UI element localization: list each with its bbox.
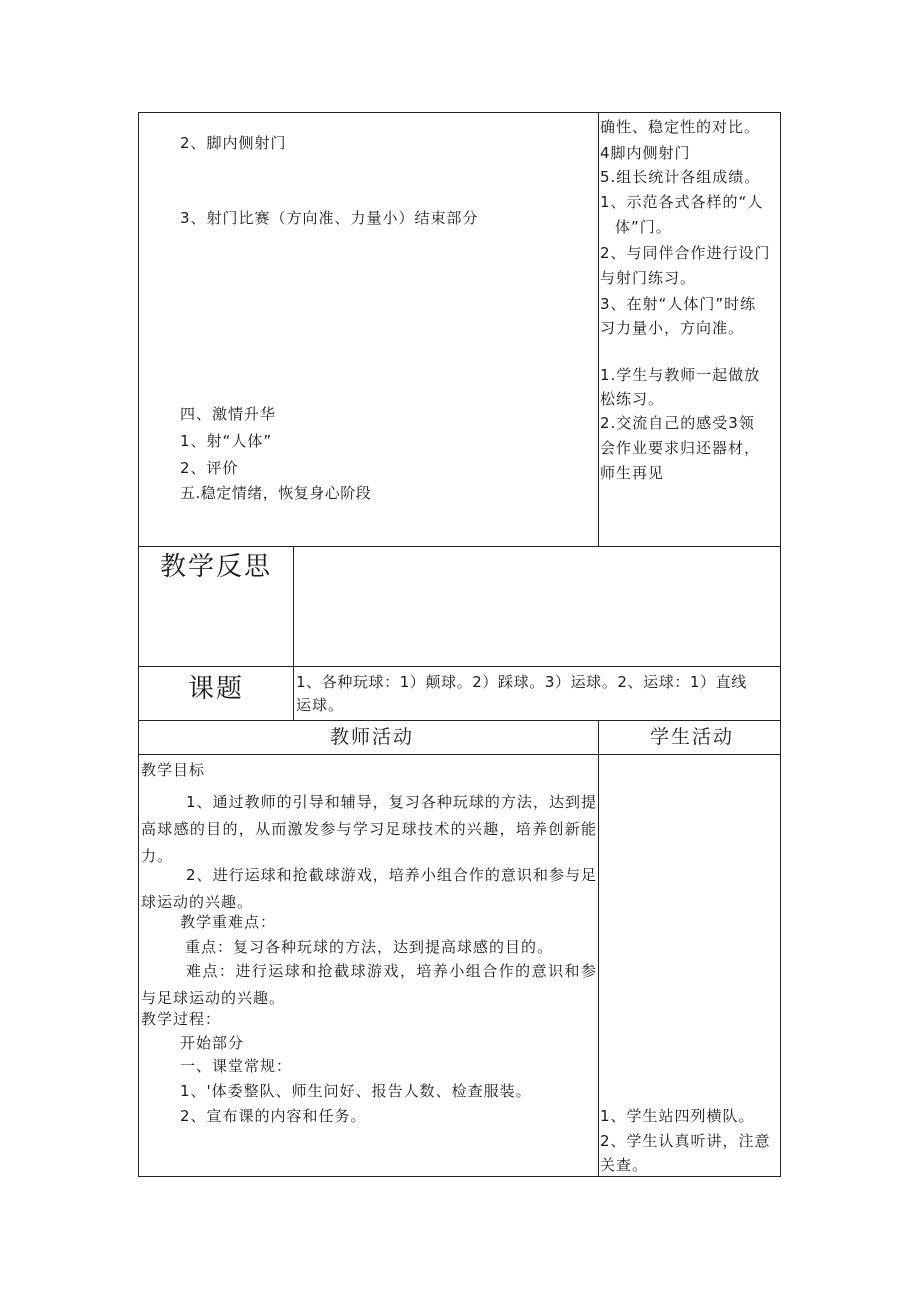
student-line: 2、学生认真听讲，注意 [600, 1132, 771, 1150]
teaching-goal-1: 1、通过教师的引导和辅导，复习各种玩球的方法，达到提高球感的目的，从而激发参与学习足球技术的兴趣，培养创新能力。 [141, 793, 597, 865]
right-line: 确性、稳定性的对比。 [600, 118, 761, 136]
right-line: 师生再见 [600, 464, 665, 482]
reflection-label: 教学反思 [160, 552, 273, 582]
part4-title: 四、激情升华 [180, 405, 277, 423]
col-divider-label [293, 546, 294, 720]
left-item-3: 3、射门比赛（方向准、力量小）结束部分 [180, 209, 479, 227]
right-line: 松练习。 [600, 390, 665, 408]
row-divider-3 [138, 720, 781, 721]
process-title: 教学过程： [141, 1010, 222, 1028]
right-line: 习力量小，方向准。 [600, 319, 745, 337]
teaching-goal-2: 2、进行运球和抢截球游戏，培养小组合作的意识和参与足球运动的兴趣。 [141, 866, 597, 911]
part5-title: 五.稳定情绪，恢复身心阶段 [180, 484, 372, 502]
right-line: 1.学生与教师一起做放 [600, 366, 761, 384]
table-border-right [780, 112, 781, 1177]
right-line: 1、示范各式各样的“人 [600, 193, 764, 211]
col-divider-bottom [598, 720, 599, 1176]
col-divider-top [598, 112, 599, 546]
part4-item-2: 2、评价 [180, 459, 239, 477]
right-line: 5.组长统计各组成绩。 [600, 168, 761, 186]
right-line: 2、与同伴合作进行设门 [600, 244, 771, 262]
start-part: 开始部分 [180, 1034, 245, 1052]
routine-title: 一、课堂常规： [180, 1057, 293, 1075]
topic-label: 课题 [188, 674, 245, 704]
key-points-title: 教学重难点： [180, 913, 277, 931]
part4-item-1: 1、射“人体” [180, 432, 273, 450]
student-activity-header: 学生活动 [650, 726, 735, 748]
table-border-top [138, 112, 781, 113]
row-divider-1 [138, 546, 781, 547]
teacher-activity-header: 教师活动 [330, 726, 415, 748]
right-line: 2.交流自己的感受3领 [600, 414, 755, 432]
routine-item-1: 1、'体委整队、师生问好、报告人数、检查服装。 [180, 1082, 532, 1100]
table-border-bottom [138, 1176, 781, 1177]
teaching-goals-title: 教学目标 [141, 761, 206, 779]
topic-text-line-1: 1、各种玩球：1）颠球。2）踩球。3）运球。2、运球：1）直线 [296, 673, 747, 691]
right-line: 4脚内侧射门 [600, 144, 691, 162]
right-line: 3、在射“人体门”时练 [600, 295, 757, 313]
row-divider-2 [138, 666, 781, 667]
routine-item-2: 2、宣布课的内容和任务。 [180, 1107, 367, 1125]
student-line: 关查。 [600, 1156, 649, 1174]
table-border-left [138, 112, 139, 1177]
difficulty: 难点：进行运球和抢截球游戏，培养小组合作的意识和参与足球运动的兴趣。 [141, 962, 597, 1007]
right-line: 体”门。 [615, 218, 672, 236]
right-line: 会作业要求归还器材， [600, 439, 761, 457]
row-divider-4 [138, 754, 781, 755]
right-line: 与射门练习。 [600, 269, 697, 287]
topic-text-line-2: 运球。 [296, 696, 345, 714]
student-line: 1、学生站四列横队。 [600, 1107, 755, 1125]
key-point: 重点：复习各种玩球的方法，达到提高球感的目的。 [185, 938, 554, 956]
left-item-2: 2、脚内侧射门 [180, 134, 287, 152]
